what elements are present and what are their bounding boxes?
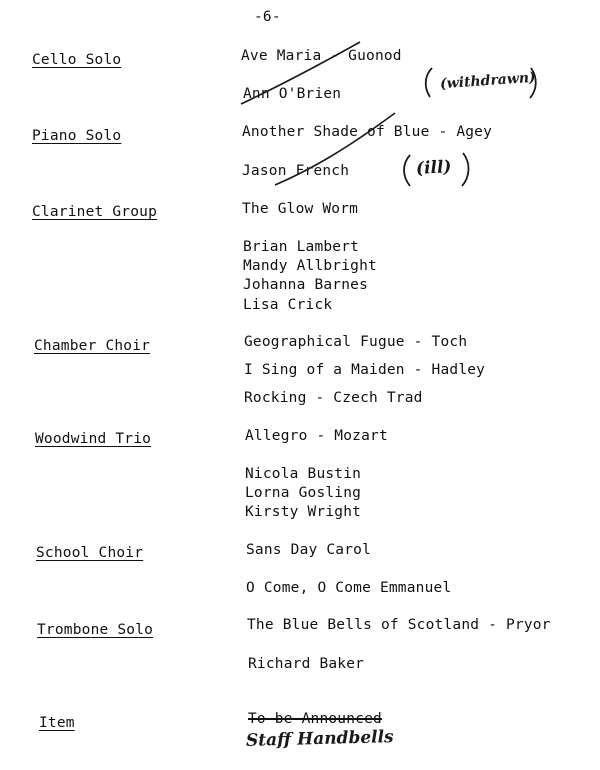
piece-title: Rocking - Czech Trad — [244, 390, 423, 406]
performer-name: Lisa Crick — [243, 297, 333, 313]
piece-title: O Come, O Come Emmanuel — [246, 580, 452, 596]
piece-title: The Glow Worm — [242, 201, 359, 217]
performer-name: Lorna Gosling — [245, 485, 362, 501]
section-heading-woodwind-trio: Woodwind Trio — [35, 431, 152, 447]
handwritten-annotation-ill: (ill) — [415, 157, 452, 179]
piece-title: Sans Day Carol — [246, 542, 372, 558]
section-heading-school-choir: School Choir — [36, 545, 144, 561]
performer-name: Mandy Allbright — [243, 258, 377, 274]
section-heading-piano-solo: Piano Solo — [32, 128, 122, 144]
piece-title: Allegro - Mozart — [245, 428, 388, 444]
performer-name: Nicola Bustin — [245, 466, 362, 482]
section-heading-cello-solo: Cello Solo — [32, 52, 122, 68]
piece-title: Another Shade of Blue - Agey — [242, 124, 493, 140]
handwritten-annotation-staff-handbells: Staff Handbells — [245, 727, 394, 751]
section-heading-chamber-choir: Chamber Choir — [34, 338, 151, 354]
performer-name: Brian Lambert — [243, 239, 360, 255]
handwritten-annotation-withdrawn: (withdrawn) — [439, 69, 537, 93]
performer-name: Johanna Barnes — [243, 277, 369, 293]
performer-name: Kirsty Wright — [245, 504, 362, 520]
section-heading-item: Item — [39, 715, 75, 731]
section-heading-clarinet-group: Clarinet Group — [32, 204, 158, 220]
section-heading-trombone-solo: Trombone Solo — [37, 622, 154, 638]
piece-title: The Blue Bells of Scotland - Pryor — [247, 617, 551, 633]
page-number: -6- — [254, 9, 281, 25]
performer-name: Jason French — [242, 163, 350, 179]
piece-title: Geographical Fugue - Toch — [244, 334, 468, 350]
performer-name: Richard Baker — [248, 656, 365, 672]
performer-name: Ann O'Brien — [243, 86, 342, 102]
piece-title: Ave Maria - Guonod — [241, 48, 402, 64]
piece-title: I Sing of a Maiden - Hadley — [244, 362, 486, 378]
struck-out-text: To be Announced — [248, 711, 382, 727]
